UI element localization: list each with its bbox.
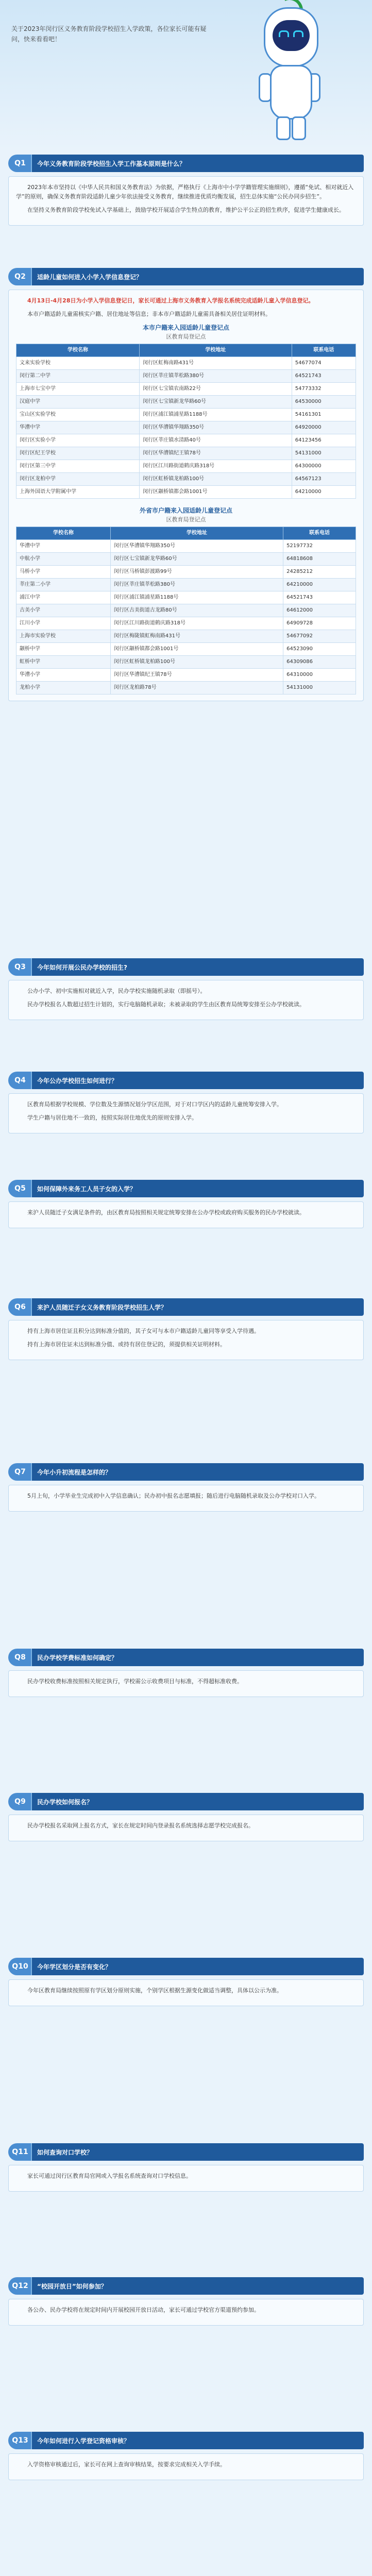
table-header: 联系电话 (292, 344, 356, 357)
answer-paragraph: 民办学校报名采取网上报名方式，家长在规定时间内登录报名系统选择志愿学校完成报名。 (27, 1822, 254, 1829)
table-row (16, 540, 356, 553)
table-subtitle: 区教育局登记点 (166, 516, 206, 523)
question-badge: Q4 (8, 1072, 32, 1089)
faq-section-q13 (8, 2432, 364, 2480)
table-cell: 64530000 (292, 396, 356, 409)
table-cell: 华漕小学 (16, 669, 111, 682)
table-cell: 闵行区梅陇镇虹梅南路431号 (110, 630, 283, 643)
table-header: 学校名称 (16, 527, 111, 540)
table-row (16, 566, 356, 579)
table-cell: 虹桥中学 (16, 656, 111, 669)
table-cell: 闵行区莘庄镇莘松路380号 (110, 579, 283, 591)
question-title: 今年学区划分是否有变化？ (32, 1958, 364, 1975)
mascot-illustration (259, 7, 320, 141)
mascot-leg (292, 116, 306, 140)
answer-body (8, 1979, 364, 2006)
table-cell: 64818608 (283, 553, 356, 566)
hero-banner (0, 0, 372, 149)
table-cell: 闵行区七宝镇新龙华路60号 (110, 553, 283, 566)
question-badge: Q10 (8, 1958, 32, 1975)
table-cell: 64210000 (283, 579, 356, 591)
table-subtitle: 区教育局登记点 (166, 333, 206, 340)
answer-paragraph: 本市户籍适龄儿童需核实户籍、居住地址等信息；非本市户籍适龄儿童需具备相关居住证明材料。 (27, 311, 271, 317)
answer-body (8, 290, 364, 701)
mascot-leg (276, 116, 291, 140)
table-cell: 闵行区马桥镇彭渡路99号 (110, 566, 283, 579)
table-cell: 闵行区莘庄镇水清路40号 (140, 434, 292, 447)
table-cell: 上海市实验学校 (16, 630, 111, 643)
table-cell: 64920000 (292, 421, 356, 434)
question-title: 如何保障外来务工人员子女的入学？ (32, 1180, 364, 1197)
answer-body (8, 1093, 364, 1133)
table-cell: 浦江中学 (16, 591, 111, 604)
table-cell: 闵行区七宝镇新龙华路60号 (140, 396, 292, 409)
table-cell: 文来实验学校 (16, 357, 140, 370)
answer-paragraph: 来沪人员随迁子女满足条件的，由区教育局按照相关规定统筹安排在公办学校或政府购买服务的民办学校就读。 (27, 1209, 305, 1216)
table-cell: 上海市七宝中学 (16, 383, 140, 396)
eye-icon (279, 30, 289, 37)
answer-body (8, 176, 364, 226)
question-badge: Q11 (8, 2143, 32, 2161)
table-row (16, 656, 356, 669)
answer-body (8, 2453, 364, 2480)
answer-paragraph: 民办学校收费标准按照相关规定执行，学校需公示收费项目与标准，不得超标准收费。 (27, 1678, 243, 1685)
table-cell: 闵行区纪王学校 (16, 447, 140, 460)
table-header: 联系电话 (283, 527, 356, 540)
table-cell: 64310000 (283, 669, 356, 682)
answer-paragraph: 各公办、民办学校将在规定时间内开展校园开放日活动，家长可通过学校官方渠道预约参加。 (27, 2307, 260, 2313)
question-badge: Q7 (8, 1463, 32, 1481)
answer-body (8, 1670, 364, 1697)
table-title: 外省市户籍来入园适龄儿童登记点 (139, 507, 232, 514)
answer-body (8, 1485, 364, 1512)
answer-paragraph: 5月上旬，小学毕业生完成初中入学信息确认；民办初中报名志愿填报；随后进行电脑随机录取及公办学校对口入学。 (27, 1493, 320, 1499)
faq-section-q8 (8, 1649, 364, 1697)
table-cell: 闵行区华漕镇纪王镇78号 (110, 669, 283, 682)
table-cell: 龙柏小学 (16, 682, 111, 694)
answer-paragraph: 2023年本市坚持以《中华人民共和国义务教育法》为依据，严格执行《上海市中小学学籍管理实施细则》，遵循“免试、相对就近入学”的原则，确保义务教育阶段适龄儿童少年依法接受义务教育，继续推进优质均衡发展，招生总体实施“公民办同步招生”。 (16, 184, 354, 200)
answer-paragraph: 家长可通过闵行区教育局官网或入学报名系统查询对口学校信息。 (27, 2173, 192, 2179)
question-badge: Q1 (8, 155, 32, 172)
table-cell: 闵行区龙柏路78号 (110, 682, 283, 694)
table-row (16, 604, 356, 617)
table-cell: 闵行区颛桥镇都会路1001号 (140, 486, 292, 499)
question-badge: Q3 (8, 958, 32, 976)
table-header: 学校地址 (110, 527, 283, 540)
registration-table-nonlocal (16, 527, 356, 694)
table-cell: 江川小学 (16, 617, 111, 630)
registration-table-local (16, 344, 356, 499)
answer-paragraph: 持有上海市居住证未达到标准分值、或持有居住登记的，须提供相关证明材料。 (27, 1341, 226, 1348)
table-cell: 闵行区江川路街道鹤庆路318号 (110, 617, 283, 630)
table-row (16, 617, 356, 630)
answer-body (8, 2299, 364, 2326)
table-cell: 闵行区颛桥镇都会路1001号 (110, 643, 283, 656)
table-row (16, 669, 356, 682)
faq-section-q12 (8, 2277, 364, 2326)
question-title: 来沪人员随迁子女义务教育阶段学校招生人学？ (32, 1298, 364, 1316)
question-badge: Q5 (8, 1180, 32, 1197)
table-cell: 64523090 (283, 643, 356, 656)
table-cell: 宝山区实验学校 (16, 409, 140, 421)
table-row (16, 682, 356, 694)
question-title: 今年如何进行入学登记资格审核？ (32, 2432, 364, 2449)
question-title: 民办学校如何报名？ (32, 1793, 364, 1810)
faq-section-q2 (8, 268, 364, 701)
table-header: 学校名称 (16, 344, 140, 357)
faq-section-q11 (8, 2143, 364, 2192)
faq-section-q9 (8, 1793, 364, 1841)
table-cell: 中航小学 (16, 553, 111, 566)
faq-section-q1 (8, 155, 364, 226)
question-title: 如何查询对口学校？ (32, 2143, 364, 2161)
table-row (16, 553, 356, 566)
answer-paragraph: 学生户籍与居住地不一致的，按照实际居住地优先的原则安排入学。 (27, 1114, 197, 1121)
table-cell: 闵行区浦江镇浦星路1188号 (140, 409, 292, 421)
table-row (16, 643, 356, 656)
table-row (16, 473, 356, 486)
table-cell: 闵行区第三中学 (16, 460, 140, 473)
table-cell: 闵行区虹桥镇龙柏路100号 (110, 656, 283, 669)
table-cell: 颛桥中学 (16, 643, 111, 656)
table-row (16, 579, 356, 591)
intro-text: 关于2023年闵行区义务教育阶段学校招生入学政策，各位家长可能有疑问，快来看看吧！ (11, 25, 207, 43)
table-row (16, 591, 356, 604)
table-cell: 54131000 (283, 682, 356, 694)
table-cell: 24285212 (283, 566, 356, 579)
table-cell: 古美小学 (16, 604, 111, 617)
table-cell: 64521743 (292, 370, 356, 383)
table-cell: 闵行区古美街道古龙路80号 (110, 604, 283, 617)
answer-paragraph: 持有上海市居住证且积分达到标准分值的，其子女可与本市户籍适龄儿童同等享受入学待遇。 (27, 1328, 260, 1334)
table-cell: 闵行区龙柏中学 (16, 473, 140, 486)
table-cell: 52197732 (283, 540, 356, 553)
table-cell: 马桥小学 (16, 566, 111, 579)
table-row (16, 486, 356, 499)
mascot-head (264, 7, 318, 67)
faq-section-q6 (8, 1298, 364, 1360)
table-cell: 64521743 (283, 591, 356, 604)
mascot-body (270, 65, 312, 120)
table-row (16, 447, 356, 460)
question-badge: Q6 (8, 1298, 32, 1316)
table-cell: 闵行区实验小学 (16, 434, 140, 447)
question-title: 民办学校学费标准如何确定？ (32, 1649, 364, 1666)
answer-paragraph: 区教育局根据学校规模、学位数及生源情况划分学区范围，对于对口学区内的适龄儿童统筹安排入学。 (27, 1101, 282, 1108)
faq-section-q5 (8, 1180, 364, 1228)
table-cell: 汉庭中学 (16, 396, 140, 409)
table-row (16, 421, 356, 434)
answer-body (8, 1320, 364, 1360)
question-badge: Q8 (8, 1649, 32, 1666)
table-cell: 闵行区华漕镇纪王镇78号 (140, 447, 292, 460)
answer-body (8, 1815, 364, 1841)
table-cell: 64300000 (292, 460, 356, 473)
table-cell: 莘庄第二小学 (16, 579, 111, 591)
question-title: 今年小升初流程是怎样的？ (32, 1463, 364, 1481)
table-row (16, 370, 356, 383)
answer-paragraph: 公办小学、初中实施相对就近入学，民办学校实施随机录取（即摇号）。 (27, 988, 206, 994)
table-cell: 64909728 (283, 617, 356, 630)
table-cell: 64123456 (292, 434, 356, 447)
table-cell: 闵行区华漕镇华翔路350号 (140, 421, 292, 434)
faq-section-q10 (8, 1958, 364, 2006)
eye-icon (293, 30, 303, 37)
table-cell: 64612000 (283, 604, 356, 617)
answer-body (8, 980, 364, 1020)
table-row (16, 434, 356, 447)
table-cell: 闵行第二中学 (16, 370, 140, 383)
table-cell: 闵行区七宝镇农南路22号 (140, 383, 292, 396)
table-cell: 54131000 (292, 447, 356, 460)
question-badge: Q2 (8, 268, 32, 285)
table-cell: 54677092 (283, 630, 356, 643)
answer-highlight: 4月13日-4月28日为小学入学信息登记日，家长可通过上海市义务教育入学报名系统完成适龄儿童入学信息登记。 (27, 297, 314, 304)
answer-body (8, 2165, 364, 2192)
table-cell: 54161301 (292, 409, 356, 421)
table-cell: 54677074 (292, 357, 356, 370)
question-title: 适龄儿童如何进入小学入学信息登记？ (32, 268, 364, 285)
table-cell: 闵行区虹桥镇龙柏路100号 (140, 473, 292, 486)
table-title: 本市户籍来入园适龄儿童登记点 (142, 324, 229, 331)
answer-paragraph: 民办学校报名人数超过招生计划的，实行电脑随机录取；未被录取的学生由区教育局统筹安排至公办学校就读。 (27, 1001, 305, 1008)
question-title: 今年义务教育阶段学校招生入学工作基本原则是什么？ (32, 155, 364, 172)
mascot-face (273, 20, 310, 51)
table-cell: 闵行区浦江镇浦星路1188号 (110, 591, 283, 604)
answer-paragraph: 入学资格审核通过后，家长可在网上查询审核结果，按要求完成相关入学手续。 (27, 2461, 226, 2468)
table-row (16, 396, 356, 409)
table-cell: 64210000 (292, 486, 356, 499)
answer-paragraph: 今年区教育局继续按照原有学区划分原则实施，个别学区根据生源变化做适当调整，具体以公示为准。 (27, 1987, 282, 1994)
question-title: 今年如何开展公民办学校的招生? (32, 958, 364, 976)
question-badge: Q13 (8, 2432, 32, 2449)
faq-section-q7 (8, 1463, 364, 1512)
table-cell: 上海外国语大学附属中学 (16, 486, 140, 499)
table-row (16, 357, 356, 370)
table-cell: 闵行区江川路街道鹤庆路318号 (140, 460, 292, 473)
faq-section-q4 (8, 1072, 364, 1133)
question-title: “校园开放日”如何参加？ (32, 2277, 364, 2295)
table-row (16, 383, 356, 396)
answer-paragraph: 在坚持义务教育阶段学校免试入学基础上，鼓励学校开展适合学生特点的教育，维护公平公正的招生秩序，促进学生健康成长。 (27, 207, 345, 213)
table-cell: 64567123 (292, 473, 356, 486)
table-cell: 闵行区华漕镇华翔路350号 (110, 540, 283, 553)
table-cell: 54773332 (292, 383, 356, 396)
answer-body (8, 1201, 364, 1228)
question-badge: Q12 (8, 2277, 32, 2295)
question-badge: Q9 (8, 1793, 32, 1810)
question-title: 今年公办学校招生如何进行？ (32, 1072, 364, 1089)
table-row (16, 460, 356, 473)
table-row (16, 409, 356, 421)
table-cell: 64309086 (283, 656, 356, 669)
table-cell: 华漕中学 (16, 540, 111, 553)
table-cell: 闵行区虹梅南路431号 (140, 357, 292, 370)
table-row (16, 630, 356, 643)
table-header: 学校地址 (140, 344, 292, 357)
faq-section-q3 (8, 958, 364, 1020)
table-cell: 华漕中学 (16, 421, 140, 434)
table-cell: 闵行区莘庄镇莘松路380号 (140, 370, 292, 383)
